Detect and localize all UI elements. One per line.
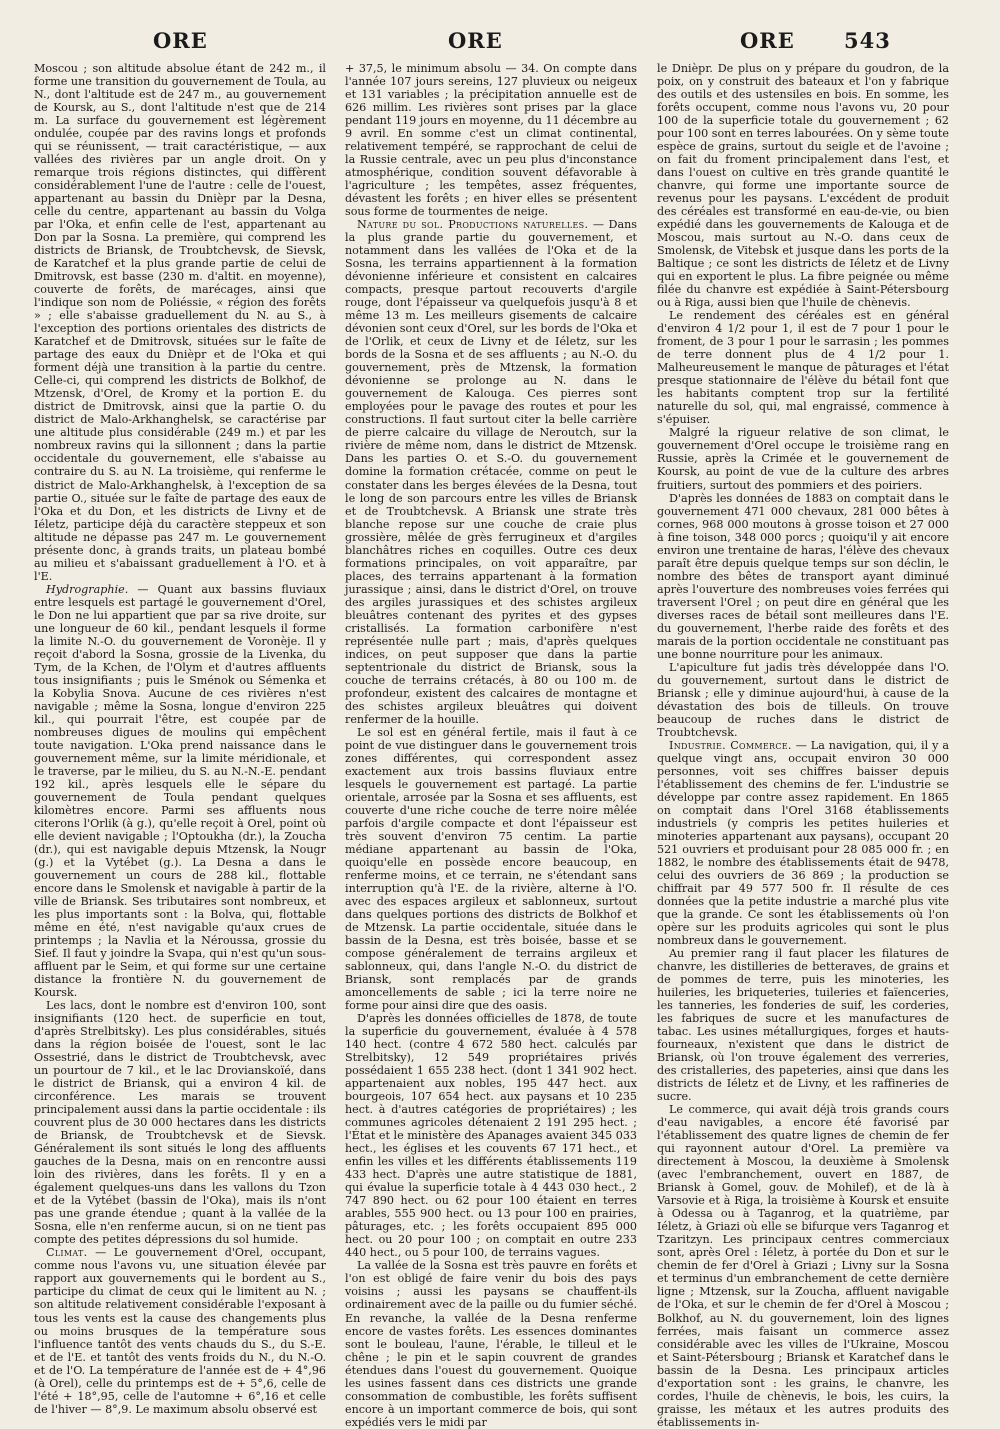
paragraph-text: — La navigation, qui, il y a quelque vingt ans, occupait environ 30 000 personnes, voit ses chiffres baisser depuis l'établissement des chemins de fer. L'industrie se développe par contre assez rapidement. En 1865 on comptait dans l'Orel 3168 établissements industriels (y compris les petites huileries et minoteries appartenant aux paysans), occupant 20 521 ouvriers et produisant pour 28 085 000 fr. ; en 1882, le nombre des établissements était de 9478, celui des ouvriers de 36 869 ; la production se chiffrait par 49 577 500 fr. Il résulte de ces données que la petite industrie a marché plus vite que la grande. Ce sont les établissements où l'on opère sur les produits agricoles qui sont le plus nombreux dans le gouvernement.: [657, 738, 949, 948]
section-heading-climat: Climat.: [46, 1246, 88, 1260]
paragraph: D'après les données officielles de 1878, de toute la superficie du gouvernement, évaluée à 4 578 140 hect. (contre 4 672 580 hect. calculés par Strelbitsky), 12 549 propriétaires privés possédaient 1 655 238 hect. (dont 1 341 902 hect. appartenaient aux nobles, 195 447 hect. aux bourgeois, 107 654 hect. aux paysans et 10 235 hect. à d'autres catégories de propriétaires) ; les communes agricoles détenaient 2 191 295 hect. ; l'État et le ministère des Apanages avaient 345 033 hect., les églises et les couvents 67 171 hect., et enfin les villes et les différents établissements 119 433 hect. D'après une autre statistique de 1881, qui évalue la superficie totale à 4 443 030 hect., 2 747 890 hect. ou 62 pour 100 étaient en terres arables, 555 900 hect. ou 13 pour 100 en prairies, pâturages, etc. ; les forêts occupaient 895 000 hect. ou 20 pour 100 ; on comptait en outre 233 440 hect., ou 5 pour 100, de terrains vagues.: [345, 1012, 637, 1260]
text-column-1: [34, 62, 326, 1416]
paragraph-industrie: [657, 739, 949, 947]
paragraph: L'apiculture fut jadis très développée dans l'O. du gouvernement, surtout dans le district de Briansk ; elle y diminue aujourd'hui, à cause de la dévastation des bois de tilleuls. On trouve beaucoup de ruches dans le district de Troubtchevsk.: [657, 660, 949, 739]
section-heading-hydrographie: Hydrographie.: [46, 582, 129, 596]
paragraph: Malgré la rigueur relative de son climat, le gouvernement d'Orel occupe le troisième rang en Russie, après la Crimée et le gouvernement de Koursk, au point de vue de la culture des arbres fruitiers, surtout des pommiers et des poiriers.: [657, 426, 949, 492]
page-number: 543: [844, 28, 891, 53]
running-header: [38, 28, 966, 58]
paragraph: Le rendement des céréales est en général d'environ 4 1/2 pour 1, il est de 7 pour 1 pour le froment, de 3 pour 1 pour le sarrasin ; les pommes de terre donnent plus de 4 1/2 pour 1. Malheureusement le manque de pâturages et l'état presque stationnaire de l'élève du bétail font que les habitants comptent trop sur la fertilité naturelle du sol, qui, mal engraissé, commence à s'épuiser.: [657, 309, 949, 427]
section-heading-nature-du-sol: Nature du sol. Productions naturelles.: [357, 218, 589, 232]
paragraph: le Dnièpr. De plus on y prépare du goudron, de la poix, on y construit des bateaux et l'on y fabrique des outils et des ustensiles en bois. En somme, les forêts occupent, comme nous l'avons vu, 20 pour 100 de la superficie totale du gouvernement ; 62 pour 100 sont en terres labourées. On y sème toute espèce de grains, surtout du seigle et de l'avoine ; on fait du froment principalement dans l'est, et dans l'ouest on cultive en très grande quantité le chanvre, qui forme une importante source de revenus pour les paysans. L'excédent de produit des céréales est transformé en eau-de-vie, ou bien expédié dans les gouvernements de Kalouga et de Moscou, mais surtout au N.-O. dans ceux de Smolensk, de Vitebsk et jusque dans les ports de la Baltique ; ce sont les districts de Iéletz et de Livny qui en exportent le plus. La fibre peignée ou même filée du chanvre est expédiée à Saint-Pétersbourg ou à Riga, aussi bien que l'huile de chènevis.: [657, 62, 949, 310]
section-heading-industrie: Industrie. Commerce.: [669, 738, 792, 752]
paragraph: D'après les données de 1883 on comptait dans le gouvernement 471 000 chevaux, 281 000 bêtes à cornes, 968 000 moutons à grosse toison et 27 000 à fine toison, 348 000 porcs ; quoiqu'il y ait encore environ une trentaine de haras, l'élève des chevaux paraît être depuis quelque temps sur son déclin, le nombre des bêtes de transport ayant diminué après l'ouverture des nombreuses voies ferrées qui traversent l'Orel ; on peut dire en général que les diverses races de bétail sont meilleures dans l'E. du gouvernement, l'herbe raide des forêts et des marais de la portion occidentale ne constituant pas une bonne nourriture pour les animaux.: [657, 491, 949, 661]
header-left-word: ORE: [153, 28, 208, 53]
text-column-3: [657, 62, 949, 1429]
paragraph: Les lacs, dont le nombre est d'environ 100, sont insignifiants (120 hect. de superficie en tout, d'après Strelbitsky). Les plus considérables, situés dans la région boisée de l'ouest, sont le lac Ossestrié, dans le district de Troubtchevsk, avec un pourtour de 7 kil., et le lac Drovianskoïé, dans le district de Briansk, qui a environ 4 kil. de circonférence. Les marais se trouvent principalement aussi dans la partie occidentale : ils couvrent plus de 30 000 hectares dans les districts de Briansk, de Troubtchevsk et de Sievsk. Généralement ils sont situés le long des affluents gauches de la Desna, mais on en rencontre aussi loin des rivières, dans les forêts. Il y en a également quelques-uns dans les vallons du Tzon et de la Vytébet (bassin de l'Oka), mais ils n'ont pas une grande étendue ; quant à la vallée de la Sosna, elle n'en renferme aucun, si on ne tient pas compte des petites dépressions du sol humide.: [34, 999, 326, 1247]
paragraph-text: — Dans la plus grande partie du gouvernement, et notamment dans les vallées de l'Oka et de la Sosna, les terrains appartiennent à la formation dévonienne inférieure et consistent en calcaires compacts, presque partout recouverts d'argile rouge, dont l'épaisseur va quelquefois jusqu'à 8 et même 13 m. Les meilleurs gisements de calcaire dévonien sont ceux d'Orel, sur les bords de l'Oka et de l'Orlik, et ceux de Livny et de Iéletz, sur les bords de la Sosna et de ses affluents ; au N.-O. du gouvernement, près de Mtzensk, la formation dévonienne se prolonge au N. dans le gouvernement de Kalouga. Ces pierres sont employées pour le pavage des routes et pour les constructions. Il faut surtout citer la belle carrière de pierre calcaire du village de Neroutch, sur la rivière de même nom, dans le district de Mtzensk. Dans les parties O. et S.-O. du gouvernement domine la formation crétacée, comme on peut le constater dans les berges élevées de la Desna, tout le long de son parcours entre les villes de Briansk et de Troubtchevsk. A Briansk une strate très blanche repose sur une couche de craie plus grossière, mêlée de grès ferrugineux et d'argiles blanchâtres riches en coquilles. Outre ces deux formations principales, on voit apparaître, par places, des terrains appartenant à la formation jurassique ; ainsi, dans le district d'Orel, on trouve des argiles jurassiques et des schistes argileux bleuâtres contenant des pyrites et des gypses cristallisés. La formation carbonifère n'est représentée nulle part ; mais, d'après quelques indices, on peut supposer que dans la partie septentrionale du district de Briansk, sous la couche de terrains crétacés, à 80 ou 100 m. de profondeur, existent des calcaires de montagne et des schistes argileux bleuâtres qui doivent renfermer de la houille.: [345, 218, 637, 726]
paragraph-text: — Quant aux bassins fluviaux entre lesquels est partagé le gouvernement d'Orel, le Don ne lui appartient que par sa rive droite, sur une longueur de 60 kil., pendant lesquels il forme la limite N.-O. du gouvernement de Voronèje. Il y reçoit d'abord la Sosna, grossie de la Livenka, du Tym, de la Kchen, de l'Olym et d'autres affluents tous insignifiants ; puis le Sménok ou Sémenka et la Kobylia Snova. Aucune de ces rivières n'est navigable ; même la Sosna, longue d'environ 225 kil., qui pourrait l'être, est coupée par de nombreuses digues de moulins qui empêchent toute navigation. L'Oka prend naissance dans le gouvernement même, sur la limite méridionale, et le traverse, par le milieu, du S. au N.-N.-E. pendant 192 kil., après lesquels elle le sépare du gouvernement de Toula pendant quelques kilomètres encore. Parmi ses affluents nous citerons l'Orlik (à g.), qu'elle reçoit à Orel, point où elle devient navigable ; l'Optoukha (dr.), la Zoucha (dr.), qui est navigable depuis Mtzensk, la Nougr (g.) et la Vytébet (g.). La Desna a dans le gouvernement un cours de 288 kil., flottable encore dans le Smolensk et navigable à partir de la ville de Briansk. Ses tributaires sont nombreux, et les plus importants sont : la Bolva, qui, flottable même en été, n'est navigable qu'aux crues de printemps ; la Navlia et la Néroussa, grossie du Sief. Il faut y joindre la Svapa, qui n'est qu'un sous-affluent par le Seim, et qui forme sur une certaine distance la frontière N. du gouvernement de Koursk.: [34, 582, 326, 1000]
paragraph: + 37,5, le minimum absolu — 34. On compte dans l'année 107 jours sereins, 127 pluvieux ou neigeux et 131 variables ; la précipitation annuelle est de 626 millim. Les rivières sont prises par la glace pendant 119 jours en moyenne, du 11 décembre au 9 avril. En somme c'est un climat continental, relativement tempéré, se rapprochant de celui de la Russie centrale, avec un peu plus d'inconstance atmosphérique, condition souvent défavorable à l'agriculture ; les tempêtes, assez fréquentes, dévastent les forêts ; en hiver elles se présentent sous forme de tourmentes de neige.: [345, 62, 637, 219]
paragraph-nature-du-sol: [345, 218, 637, 726]
paragraph: Moscou ; son altitude absolue étant de 242 m., il forme une transition du gouvernement de Toula, au N., dont l'altitude est de 247 m., au gouvernement de Koursk, au S., dont l'altitude n'est que de 214 m. La surface du gouvernement est légèrement ondulée, coupée par des ravins longs et profonds qui se réunissent, — trait caractéristique, — aux vallées des rivières par un angle droit. On y remarque trois régions distinctes, qui diffèrent considérablement l'une de l'autre : celle de l'ouest, appartenant au bassin du Dnièpr par la Desna, celle du centre, appartenant au bassin du Volga par l'Oka, et enfin celle de l'est, appartenant au Don par la Sosna. La première, qui comprend les districts de Briansk, de Troubtchevsk, de Sievsk, de Karatchef et la plus grande partie de celui de Dmitrovsk, est basse (230 m. d'altit. en moyenne), couverte de forêts, de marécages, ainsi que l'indique son nom de Poliéssie, « région des forêts » ; elle s'abaisse graduellement du N. au S., à l'exception des portions orientales des districts de Karatchef et de Dmitrovsk, situées sur le faîte de partage des eaux du Dnièpr et de l'Oka et qui forment déjà une transition à la partie du centre. Celle-ci, qui comprend les districts de Bolkhof, de Mtzensk, d'Orel, de Kromy et la portion E. du district de Dmitrovsk, ainsi que la partie O. du district de Malo-Arkhanghelsk, se caractérise par une altitude plus considérable (249 m.) et par les nombreux ravins qui la sillonnent ; dans la partie occidentale du gouvernement, elle s'abaisse au contraire du S. au N. La troisième, qui renferme le district de Malo-Arkhanghelsk, à l'exception de sa partie O., située sur le faîte de partage des eaux de l'Oka et du Don, et les districts de Livny et de Iéletz, participe déjà du caractère steppeux et son altitude ne dépasse pas 247 m. Le gouvernement présente donc, à grands traits, un plateau bombé au milieu et s'abaissant graduellement à l'O. et à l'E.: [34, 62, 326, 583]
header-center-word: ORE: [448, 28, 503, 53]
header-right-word: ORE: [740, 28, 795, 53]
paragraph: Le commerce, qui avait déjà trois grands cours d'eau navigables, a encore été favorisé par l'établissement des quatre lignes de chemin de fer qui rayonnent autour d'Orel. La première va directement à Moscou, la deuxième à Smolensk (avec l'embranchement, ouvert en 1887, de Briansk à Gomel, gouv. de Mohilef), et de là à Varsovie et à Riga, la troisième à Koursk et ensuite à Odessa ou à Taganrog, et la quatrième, par Iéletz, à Griazi où elle se bifurque vers Taganrog et Tzaritzyn. Les principaux centres commerciaux sont, après Orel : Iéletz, à portée du Don et sur le chemin de fer d'Orel à Griazi ; Livny sur la Sosna et terminus d'un embranchement de cette dernière ligne ; Mtzensk, sur la Zoucha, affluent navigable de l'Oka, et sur le chemin de fer d'Orel à Moscou ; Bolkhof, au N. du gouvernement, loin des lignes ferrées, mais faisant un commerce assez considérable avec les villes de l'Ukraine, Moscou et Saint-Pétersbourg ; Briansk et Karatchef dans le bassin de la Desna. Les principaux articles d'exportation sont : les grains, le chanvre, les cordes, l'huile de chènevis, le bois, les cuirs, la graisse, les métaux et les autres produits des établissements in-: [657, 1103, 949, 1429]
paragraph: Le sol est en général fertile, mais il faut à ce point de vue distinguer dans le gouvernement trois zones différentes, qui correspondent assez exactement aux trois bassins fluviaux entre lesquels le gouvernement est partagé. La partie orientale, arrosée par la Sosna et ses affluents, est couverte d'une riche couche de terre noire mêlée parfois d'argile compacte et dont l'épaisseur est très souvent d'environ 75 centim. La partie médiane appartenant au bassin de l'Oka, quoiqu'elle en possède encore beaucoup, en renferme moins, et ce terrain, ne s'étendant sans interruption qu'à l'E. de la rivière, alterne à l'O. avec des espaces argileux et sablonneux, surtout dans quelques portions des districts de Bolkhof et de Mtzensk. La partie occidentale, située dans le bassin de la Desna, est très boisée, basse et se compose généralement de terrains argileux et sablonneux, qui, dans l'angle N.-O. du district de Briansk, sont remplacés par de grands amoncellements de sable ; ici la terre noire ne forme pour ainsi dire que des oasis.: [345, 725, 637, 1013]
paragraph: La vallée de la Sosna est très pauvre en forêts et l'on est obligé de faire venir du bois des pays voisins ; aussi les paysans se chauffent-ils ordinairement avec de la paille ou du fumier séché. En revanche, la vallée de la Desna renferme encore de vastes forêts. Les essences dominantes sont le bouleau, l'aune, l'érable, le tilleul et le chêne ; le pin et le sapin couvrent de grandes étendues dans l'ouest du gouvernement. Quoique les usines fassent dans ces districts une grande consommation de combustible, les forêts suffisent encore à un important commerce de bois, qui sont expédiés vers le midi par: [345, 1259, 637, 1429]
text-column-2: [345, 62, 637, 1429]
paragraph: Au premier rang il faut placer les filatures de chanvre, les distilleries de betteraves, de grains et de pommes de terre, puis les minoteries, les huileries, les briqueteries, tuileries et faïenceries, les tanneries, les fonderies de suif, les corderies, les fabriques de sucre et les manufactures de tabac. Les usines métallurgiques, forges et hauts-fourneaux, n'existent que dans le district de Briansk, où l'on trouve également des verreries, des cristalleries, des papeteries, ainsi que dans les districts de Iéletz et de Livny, et les raffineries de sucre.: [657, 947, 949, 1104]
paragraph-text: — Le gouvernement d'Orel, occupant, comme nous l'avons vu, une situation élevée par rapport aux gouvernements qui le bordent au S., participe du climat de ceux qui le limitent au N. ; son altitude relativement considérable l'exposant à tous les vents est la cause des changements plus ou moins brusques de la température sous l'influence tantôt des vents chauds du S., du S.-E. et de l'E. et tantôt des vents froids du N., du N.-O. et de l'O. La température de l'année est de + 4°,96 (à Orel), celle du printemps est de + 5°,6, celle de l'été + 18°,95, celle de l'automne + 6°,16 et celle de l'hiver — 8°,9. Le maximum absolu observé est: [34, 1246, 326, 1416]
paragraph-climat: [34, 1246, 326, 1415]
paragraph-hydrographie: [34, 583, 326, 1000]
